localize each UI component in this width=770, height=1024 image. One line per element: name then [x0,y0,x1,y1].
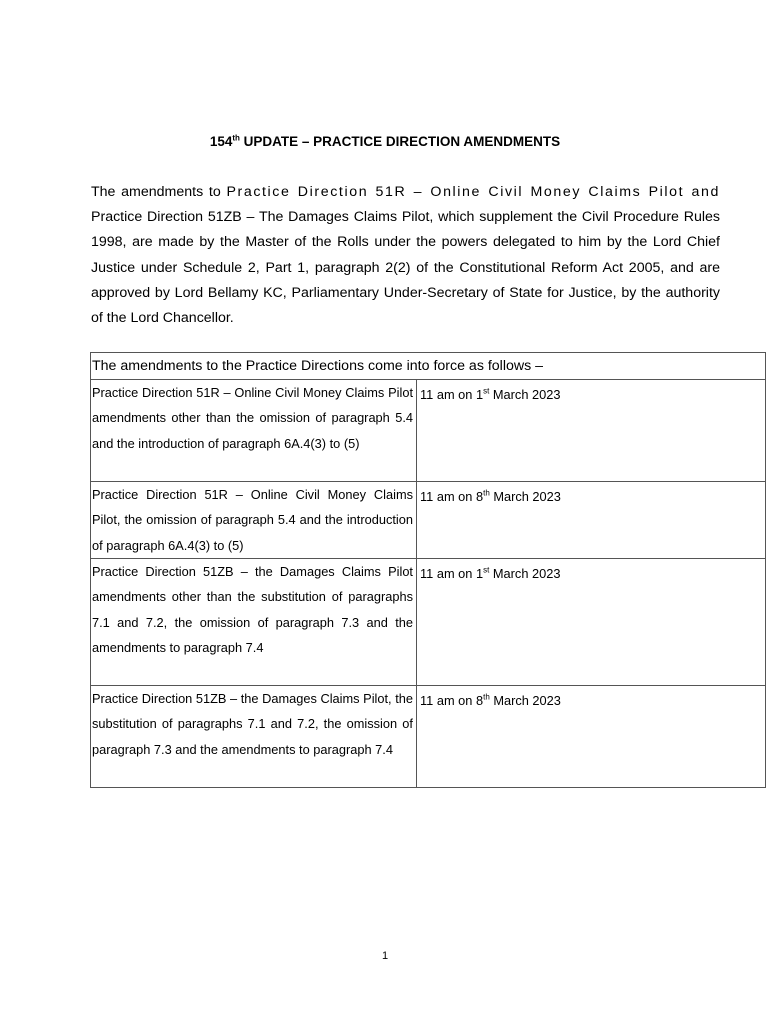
table-header-row [91,353,766,380]
date-month: March 2023 [489,387,561,402]
title-text: UPDATE – PRACTICE DIRECTION AMENDMENTS [239,134,561,149]
commencement-table [90,352,766,788]
date-month: March 2023 [489,489,561,504]
table-row [91,482,766,559]
date-text: 11 am on 8 [420,489,484,504]
date-month: March 2023 [489,693,561,708]
direction-cell: Practice Direction 51R – Online Civil Money Claims Pilot amendments other than the omission of paragraph 5.4 and the introduction of paragraph 6A.4(3) to (5) [91,380,417,482]
date-text: 11 am on 1 [420,566,484,581]
direction-cell: Practice Direction 51ZB – the Damages Claims Pilot, the substitution of paragraphs 7.1 and 7.2, the omission of paragraph 7.3 and the amendments to paragraph 7.4 [91,686,417,788]
date-cell [417,559,766,686]
direction-cell: Practice Direction 51ZB – the Damages Claims Pilot amendments other than the substitution of paragraphs 7.1 and 7.2, the omission of paragraph 7.3 and the amendments to paragraph 7.4 [91,559,417,686]
date-ordinal: st [483,565,490,575]
intro-part-b: Practice Direction 51ZB – The Damages Claims Pilot, which supplement the Civil Procedure Rules 1998, are made by the Master of the Rolls under the powers delegated to him by the Lord Chief Justice under Schedule 2, Part 1, paragraph 2(2) of the Constitutional Reform Act 2005, and are approved by Lord Bellamy KC, Parliamentary Under-Secretary of State for Justice, by the authority of the Lord Chancellor. [91,209,720,327]
date-text: 11 am on 1 [420,387,484,402]
page-number: 1 [381,950,389,962]
direction-cell: Practice Direction 51R – Online Civil Money Claims Pilot, the omission of paragraph 5.4 and the introduction of paragraph 6A.4(3) to (5) [91,482,417,559]
date-month: March 2023 [489,566,561,581]
intro-paragraph [91,180,720,331]
title-number: 154 [209,134,233,149]
intro-spaced-part: Practice Direction 51R – Online Civil Money Claims Pilot and [226,184,720,200]
date-cell [417,482,766,559]
date-cell [417,686,766,788]
date-text: 11 am on 8 [420,693,484,708]
table-row [91,380,766,482]
date-ordinal: th [483,488,490,498]
document-title [0,134,770,149]
intro-part-a: The amendments to [91,184,227,200]
date-ordinal: st [483,386,490,396]
table-header: The amendments to the Practice Directions come into force as follows – [91,353,766,380]
table-row [91,559,766,686]
date-cell [417,380,766,482]
date-ordinal: th [483,692,490,702]
title-ordinal: th [232,133,240,143]
table-row [91,686,766,788]
